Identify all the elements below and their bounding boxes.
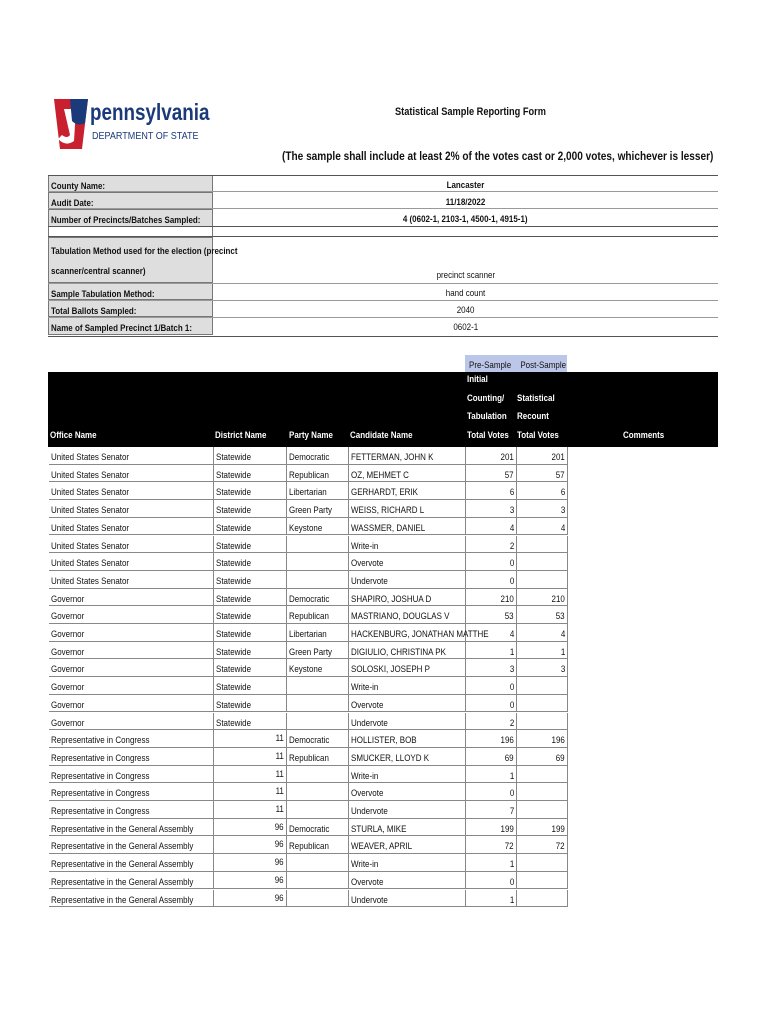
party-cell: Democratic xyxy=(287,819,349,836)
party-cell: Libertarian xyxy=(287,482,349,499)
party-cell: Democratic xyxy=(287,447,349,464)
precincts-label: Number of Precincts/Batches Sampled: xyxy=(48,209,213,227)
party-cell: Green Party xyxy=(287,500,349,517)
office-cell: United States Senator xyxy=(49,500,214,517)
recount-votes-cell: 72 xyxy=(517,836,568,853)
recount-votes-cell: 6 xyxy=(517,482,568,499)
district-cell: 96 xyxy=(214,872,287,889)
office-cell: Governor xyxy=(49,624,214,641)
ballots-row xyxy=(48,300,718,317)
office-cell: United States Senator xyxy=(49,518,214,535)
table-row xyxy=(49,536,568,554)
office-cell: Governor xyxy=(49,695,214,712)
party-cell xyxy=(287,713,349,730)
recount-votes-cell xyxy=(517,890,568,907)
party-cell: Republican xyxy=(287,748,349,765)
district-cell: Statewide xyxy=(214,500,287,517)
sample-method-label: Sample Tabulation Method: xyxy=(48,283,213,300)
office-cell: Representative in the General Assembly xyxy=(49,890,214,907)
candidate-cell: HACKENBURG, JONATHAN MATTHE xyxy=(349,624,466,641)
district-cell: 96 xyxy=(214,819,287,836)
recount-votes-cell xyxy=(517,677,568,694)
office-cell: Representative in the General Assembly xyxy=(49,836,214,853)
office-header: Office Name xyxy=(50,429,97,441)
party-cell xyxy=(287,677,349,694)
candidate-cell: Undervote xyxy=(349,713,466,730)
recount-votes-cell: 201 xyxy=(517,447,568,464)
party-cell xyxy=(287,766,349,783)
county-row xyxy=(48,175,718,192)
table-row xyxy=(49,836,568,854)
office-cell: Governor xyxy=(49,677,214,694)
office-cell: Governor xyxy=(49,713,214,730)
district-cell: Statewide xyxy=(214,642,287,659)
office-cell: Governor xyxy=(49,642,214,659)
initial-votes-cell: 4 xyxy=(466,624,517,641)
info-top-rule xyxy=(48,175,718,176)
candidate-cell: WEAVER, APRIL xyxy=(349,836,466,853)
initial-votes-cell: 1 xyxy=(466,854,517,871)
initial-votes-cell: 0 xyxy=(466,695,517,712)
initial-votes-cell: 0 xyxy=(466,553,517,570)
table-row xyxy=(49,659,568,677)
sample-method-row xyxy=(48,283,718,300)
logo-department: DEPARTMENT OF STATE xyxy=(92,130,199,142)
candidate-cell: FETTERMAN, JOHN K xyxy=(349,447,466,464)
candidate-cell: OZ, MEHMET C xyxy=(349,465,466,482)
candidate-cell: GERHARDT, ERIK xyxy=(349,482,466,499)
table-row xyxy=(49,482,568,500)
district-cell: 11 xyxy=(214,801,287,818)
district-cell: Statewide xyxy=(214,713,287,730)
initial-votes-cell: 4 xyxy=(466,518,517,535)
district-cell: Statewide xyxy=(214,536,287,553)
table-row xyxy=(49,872,568,890)
candidate-cell: Overvote xyxy=(349,783,466,800)
district-cell: Statewide xyxy=(214,624,287,641)
district-cell: Statewide xyxy=(214,518,287,535)
table-row xyxy=(49,500,568,518)
precinct-name-value: 0602-1 xyxy=(453,322,478,333)
initial-votes-cell: 201 xyxy=(466,447,517,464)
recount-votes-cell: 69 xyxy=(517,748,568,765)
initial-votes-cell: 57 xyxy=(466,465,517,482)
sample-method-value: hand count xyxy=(445,288,486,299)
initial-votes-cell: 0 xyxy=(466,783,517,800)
tabulation-method-row xyxy=(48,237,718,283)
candidate-header: Candidate Name xyxy=(350,429,413,441)
initial-votes-cell: 6 xyxy=(466,482,517,499)
recount-votes-cell xyxy=(517,536,568,553)
comments-header: Comments xyxy=(623,429,665,441)
party-cell: Keystone xyxy=(287,518,349,535)
initial-votes-cell: 72 xyxy=(466,836,517,853)
table-row xyxy=(49,589,568,607)
info-rule-1 xyxy=(48,191,718,192)
table-row xyxy=(49,748,568,766)
precincts-row xyxy=(48,209,718,227)
precinct-name-row xyxy=(48,317,718,335)
party-cell: Democratic xyxy=(287,589,349,606)
candidate-cell: Write-in xyxy=(349,536,466,553)
party-cell: Republican xyxy=(287,465,349,482)
pre-sample-header: Pre-Sample xyxy=(465,355,516,372)
recount-votes-cell xyxy=(517,571,568,588)
recount-votes-cell: 53 xyxy=(517,606,568,623)
candidate-cell: Overvote xyxy=(349,553,466,570)
district-header: District Name xyxy=(215,429,267,441)
candidate-cell: SOLOSKI, JOSEPH P xyxy=(349,659,466,676)
recount-votes-cell: 57 xyxy=(517,465,568,482)
pa-department-of-state-logo xyxy=(52,97,212,155)
office-cell: United States Senator xyxy=(49,553,214,570)
initial-votes-cell: 3 xyxy=(466,659,517,676)
office-cell: United States Senator xyxy=(49,571,214,588)
info-rule-4 xyxy=(48,236,718,237)
district-cell: 11 xyxy=(214,766,287,783)
recount-votes-cell xyxy=(517,854,568,871)
table-row xyxy=(49,730,568,748)
table-row xyxy=(49,677,568,695)
district-cell: Statewide xyxy=(214,606,287,623)
district-cell: 96 xyxy=(214,836,287,853)
initial-votes-cell: 0 xyxy=(466,872,517,889)
table-row xyxy=(49,465,568,483)
office-cell: Representative in Congress xyxy=(49,730,214,747)
candidate-cell: WEISS, RICHARD L xyxy=(349,500,466,517)
form-title: Statistical Sample Reporting Form xyxy=(395,106,546,118)
table-header xyxy=(48,372,718,447)
party-cell xyxy=(287,571,349,588)
recount-header: Statistical Recount Total Votes xyxy=(517,392,559,441)
office-cell: Representative in the General Assembly xyxy=(49,819,214,836)
district-cell: Statewide xyxy=(214,659,287,676)
tabulation-method-value: precinct scanner xyxy=(436,270,495,281)
table-row xyxy=(49,553,568,571)
recount-votes-cell: 3 xyxy=(517,500,568,517)
district-cell: 96 xyxy=(214,890,287,907)
candidate-cell: SMUCKER, LLOYD K xyxy=(349,748,466,765)
recount-votes-cell: 210 xyxy=(517,589,568,606)
audit-date-value: 11/18/2022 xyxy=(445,197,486,208)
county-value: Lancaster xyxy=(446,180,485,191)
info-rule-3 xyxy=(48,226,718,227)
recount-votes-cell: 199 xyxy=(517,819,568,836)
recount-votes-cell: 1 xyxy=(517,642,568,659)
party-cell xyxy=(287,553,349,570)
office-cell: Representative in Congress xyxy=(49,801,214,818)
recount-votes-cell xyxy=(517,553,568,570)
audit-date-label: Audit Date: xyxy=(48,192,213,209)
recount-votes-cell: 196 xyxy=(517,730,568,747)
party-cell: Republican xyxy=(287,606,349,623)
initial-votes-cell: 7 xyxy=(466,801,517,818)
candidate-cell: SHAPIRO, JOSHUA D xyxy=(349,589,466,606)
candidate-cell: Write-in xyxy=(349,677,466,694)
district-cell: 11 xyxy=(214,730,287,747)
table-row xyxy=(49,624,568,642)
initial-votes-cell: 1 xyxy=(466,890,517,907)
party-cell: Green Party xyxy=(287,642,349,659)
district-cell: Statewide xyxy=(214,589,287,606)
info-rule-7 xyxy=(48,317,718,318)
info-rule-2 xyxy=(48,208,718,209)
party-cell xyxy=(287,872,349,889)
recount-votes-cell xyxy=(517,695,568,712)
party-header: Party Name xyxy=(289,429,333,441)
district-cell: Statewide xyxy=(214,482,287,499)
office-cell: United States Senator xyxy=(49,465,214,482)
district-cell: Statewide xyxy=(214,553,287,570)
table-row xyxy=(49,766,568,784)
info-rule-6 xyxy=(48,300,718,301)
table-row xyxy=(49,819,568,837)
table-row xyxy=(49,518,568,536)
recount-votes-cell xyxy=(517,713,568,730)
initial-count-header: Initial Counting/ Tabulation Total Votes xyxy=(467,374,509,441)
candidate-cell: STURLA, MIKE xyxy=(349,819,466,836)
logo-wordmark: pennsylvania xyxy=(90,99,210,125)
table-row xyxy=(49,890,568,908)
candidate-cell: DIGIULIO, CHRISTINA PK xyxy=(349,642,466,659)
initial-votes-cell: 0 xyxy=(466,677,517,694)
candidate-cell: HOLLISTER, BOB xyxy=(349,730,466,747)
district-cell: Statewide xyxy=(214,465,287,482)
initial-votes-cell: 3 xyxy=(466,500,517,517)
recount-votes-cell xyxy=(517,872,568,889)
county-label: County Name: xyxy=(48,175,213,192)
party-cell xyxy=(287,783,349,800)
recount-votes-cell xyxy=(517,766,568,783)
ballots-value: 2040 xyxy=(456,305,475,316)
table-row xyxy=(49,801,568,819)
office-cell: Representative in the General Assembly xyxy=(49,872,214,889)
initial-votes-cell: 210 xyxy=(466,589,517,606)
district-cell: 11 xyxy=(214,748,287,765)
party-cell: Republican xyxy=(287,836,349,853)
precincts-value: 4 (0602-1, 2103-1, 4500-1, 4915-1) xyxy=(403,214,528,225)
district-cell: 11 xyxy=(214,783,287,800)
party-cell: Libertarian xyxy=(287,624,349,641)
party-cell xyxy=(287,854,349,871)
ballots-label: Total Ballots Sampled: xyxy=(48,300,213,317)
recount-votes-cell: 4 xyxy=(517,518,568,535)
audit-date-row xyxy=(48,192,718,209)
tabulation-method-label: Tabulation Method used for the election (precinct scanner/central scanner) xyxy=(48,237,213,283)
party-cell xyxy=(287,536,349,553)
party-cell xyxy=(287,695,349,712)
initial-votes-cell: 53 xyxy=(466,606,517,623)
recount-votes-cell: 4 xyxy=(517,624,568,641)
candidate-cell: Write-in xyxy=(349,766,466,783)
office-cell: Governor xyxy=(49,589,214,606)
precinct-name-label: Name of Sampled Precinct 1/Batch 1: xyxy=(48,317,213,335)
candidate-cell: Undervote xyxy=(349,890,466,907)
candidate-cell: Undervote xyxy=(349,571,466,588)
district-cell: Statewide xyxy=(214,677,287,694)
district-cell: Statewide xyxy=(214,571,287,588)
initial-votes-cell: 196 xyxy=(466,730,517,747)
initial-votes-cell: 1 xyxy=(466,642,517,659)
office-cell: United States Senator xyxy=(49,482,214,499)
office-cell: Representative in Congress xyxy=(49,766,214,783)
initial-votes-cell: 69 xyxy=(466,748,517,765)
candidate-cell: Write-in xyxy=(349,854,466,871)
initial-votes-cell: 2 xyxy=(466,713,517,730)
recount-votes-cell xyxy=(517,801,568,818)
district-cell: Statewide xyxy=(214,447,287,464)
candidate-cell: Overvote xyxy=(349,872,466,889)
info-bottom-rule xyxy=(48,336,718,337)
recount-votes-cell: 3 xyxy=(517,659,568,676)
candidate-cell: Undervote xyxy=(349,801,466,818)
form-subtitle: (The sample shall include at least 2% of the votes cast or 2,000 votes, whichever is lesser) xyxy=(282,149,714,163)
table-row xyxy=(49,606,568,624)
initial-votes-cell: 1 xyxy=(466,766,517,783)
info-rule-5 xyxy=(48,283,718,284)
party-cell xyxy=(287,890,349,907)
table-row xyxy=(49,447,568,465)
party-cell: Democratic xyxy=(287,730,349,747)
table-row xyxy=(49,642,568,660)
candidate-cell: WASSMER, DANIEL xyxy=(349,518,466,535)
office-cell: United States Senator xyxy=(49,447,214,464)
office-cell: Representative in the General Assembly xyxy=(49,854,214,871)
office-cell: Representative in Congress xyxy=(49,748,214,765)
office-cell: Governor xyxy=(49,606,214,623)
recount-votes-cell xyxy=(517,783,568,800)
initial-votes-cell: 0 xyxy=(466,571,517,588)
office-cell: United States Senator xyxy=(49,536,214,553)
candidate-cell: MASTRIANO, DOUGLAS V xyxy=(349,606,466,623)
table-row xyxy=(49,854,568,872)
district-cell: Statewide xyxy=(214,695,287,712)
party-cell xyxy=(287,801,349,818)
initial-votes-cell: 2 xyxy=(466,536,517,553)
table-row xyxy=(49,695,568,713)
initial-votes-cell: 199 xyxy=(466,819,517,836)
district-cell: 96 xyxy=(214,854,287,871)
post-sample-header: Post-Sample xyxy=(516,355,567,372)
party-cell: Keystone xyxy=(287,659,349,676)
keystone-logo-icon xyxy=(52,97,90,155)
office-cell: Governor xyxy=(49,659,214,676)
table-row xyxy=(49,713,568,731)
table-row xyxy=(49,571,568,589)
table-row xyxy=(49,783,568,801)
candidate-cell: Overvote xyxy=(349,695,466,712)
office-cell: Representative in Congress xyxy=(49,783,214,800)
